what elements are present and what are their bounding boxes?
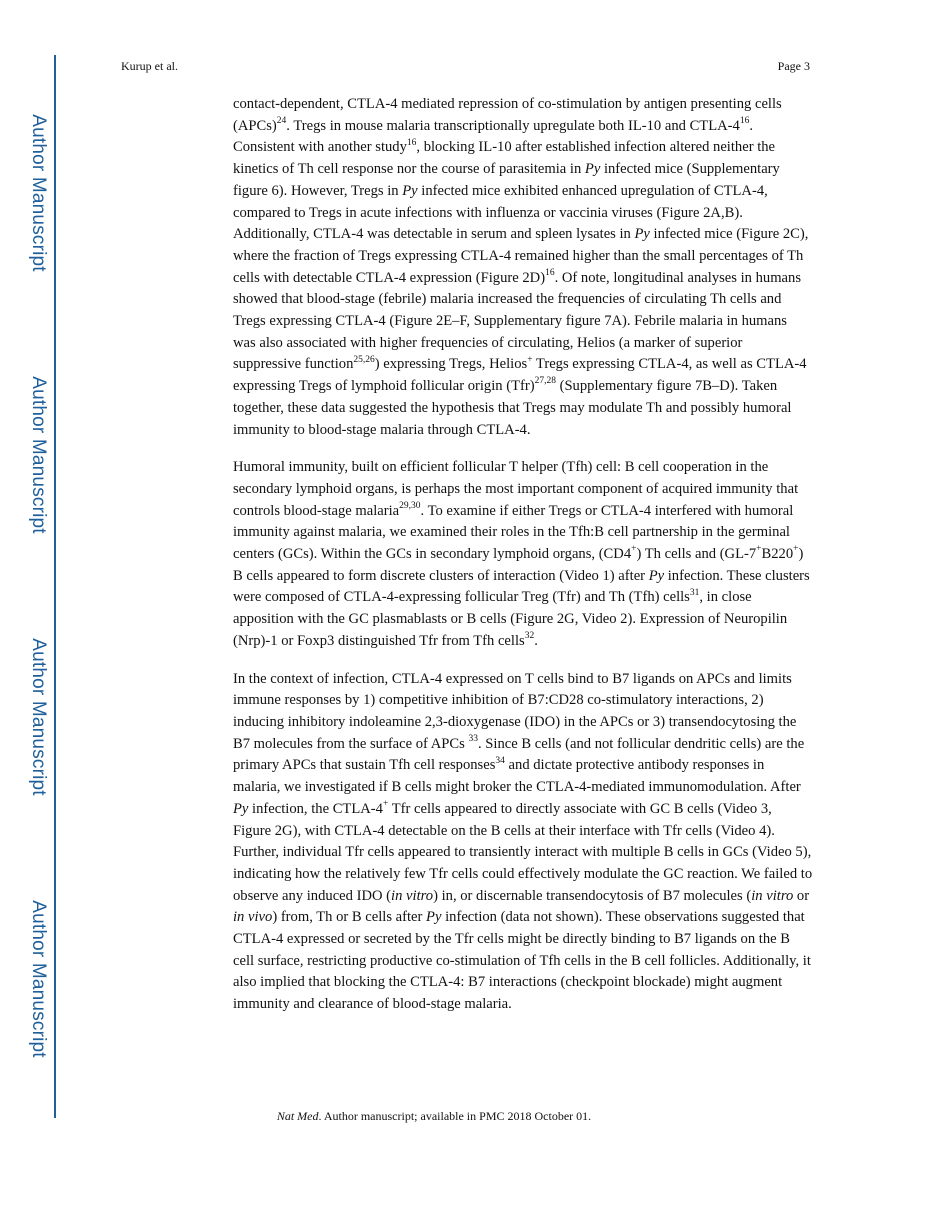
page-number: Page 3 [777,59,810,73]
citation-superscript: 29,30 [399,500,421,511]
citation-superscript: + [382,798,389,809]
text-run: ) in, or discernable transendocytosis of B7 molecules ( [433,887,752,904]
text-run: . Of note, longitudinal analyses in humans showed that blood-stage (febrile) malaria increased the frequencies of circulating Th cells and Tregs expressing CTLA-4 (Figure 2E–F, Supplementary figure 7A). Febrile malaria in humans was also associated with higher frequencies of circulating, Helios (a marker of superior suppressive function [233,269,801,373]
text-run: B220 [761,546,794,563]
body-text [233,94,813,1032]
italic-term: in vitro [751,887,794,904]
citation-superscript: 16 [406,137,417,148]
text-run: . To examine if either Tregs or CTLA-4 interfered with humoral immunity against malaria, we examined their roles in the Tfh:B cell partnership in the germinal centers (GCs). Within the GCs in secondary lymphoid organs, (CD4 [233,502,794,563]
text-run: ) Th cells and (GL-7 [636,546,757,563]
footer-text: . Author manuscript; available in PMC 2018 October 01. [318,1109,592,1123]
text-run: (Supplementary figure 7B–D). Taken together, these data suggested the hypothesis that Tregs may modulate Th and possibly humoral immunity to blood-stage malaria through CTLA-4. [233,378,792,438]
italic-term: Py [584,161,601,178]
text-run: ) B cells appeared to form discrete clusters of interaction (Video 1) after [233,546,804,584]
citation-superscript: + [756,544,762,555]
citation-superscript: + [527,354,533,365]
citation-superscript: 25,26 [353,354,375,365]
citation-superscript: 16 [739,115,750,126]
text-run: infected mice (Figure 2C), where the fraction of Tregs expressing CTLA-4 remained higher than the small percentages of Th cells with detectable CTLA-4 expression (Figure 2D) [233,226,809,286]
citation-superscript: + [793,544,799,555]
text-run: infection, the CTLA-4 [248,800,383,817]
text-run: In the context of infection, CTLA-4 expressed on T cells bind to B7 ligands on APCs and limits immune responses by 1) competitive inhibition of B7:CD28 co-stimulatory interactions, 2) inducing inhibitory indoleamine 2,3-dioxygenase (IDO) in the APCs or 3) transendocytosing the B7 molecules from the surface of APCs [233,670,797,752]
italic-term: in vitro [391,887,434,904]
text-run: ) from, Th or B cells after [272,909,427,926]
text-run: or [793,887,810,904]
text-run: , blocking IL-10 after established infection altered neither the kinetics of Th cell response nor the course of parasitemia in [233,139,776,178]
text-run: Tfr cells appeared to directly associate with GC B cells (Video 3, Figure 2G), with CTLA-4 detectable on the B cells at their interface with Tfr cells (Video 4). Further, individual Tfr cells appeared to transiently interact with multiple B cells in GCs (Video 5), indicating how the relatively few Tfr cells could effectively modulate the GC reaction. We failed to observe any induced IDO ( [233,800,813,904]
citation-superscript: 31 [689,587,700,598]
citation-superscript: + [631,544,637,555]
text-run: . Consistent with another study [233,117,753,156]
citation-superscript: 32 [524,631,535,642]
italic-term: Py [426,909,442,926]
text-run: contact-dependent, CTLA-4 mediated repression of co-stimulation by antigen presenting cells (APCs) [233,96,782,134]
sidebar-rule [54,55,56,1118]
text-run: and dictate protective antibody responses in malaria, we investigated if B cells might broker the CTLA-4-mediated immunomodulation. After [233,757,801,796]
running-header-authors: Kurup et al. [121,59,178,73]
italic-term: Py [233,800,249,817]
italic-term: Py [648,567,665,584]
text-run: ) expressing Tregs, Helios [374,356,528,373]
citation-superscript: 27,28 [534,376,556,387]
text-run: infection. These clusters were composed of CTLA-4-expressing follicular Treg (Tfr) and Th (Tfh) cells [233,567,810,606]
citation-superscript: 24 [276,115,287,126]
text-run: Humoral immunity, built on efficient follicular T helper (Tfh) cell: B cell cooperation in the secondary lymphoid organs, is perhaps the most important component of acquired immunity that controls blood-stage malaria [233,459,799,519]
text-run: , in close apposition with the GC plasmablasts or B cells (Figure 2G, Video 2). Expression of Neuropilin (Nrp)-1 or Foxp3 distinguished Tfr from Tfh cells [233,589,788,649]
paragraph [233,669,813,1016]
journal-name: Nat Med [276,1109,319,1123]
text-run: infected mice (Supplementary figure 6). However, Tregs in [233,161,780,199]
citation-superscript: 34 [495,755,505,766]
italic-term: Py [402,182,418,199]
text-run: . Since B cells (and not follicular dendritic cells) are the primary APCs that sustain Tfh cell responses [233,735,805,774]
text-run: Tregs expressing CTLA-4, as well as CTLA-4 expressing Tregs of lymphoid follicular origin (Tfr) [233,356,807,395]
italic-term: Py [634,226,650,243]
text-run: infected mice exhibited enhanced upregulation of CTLA-4, compared to Tregs in acute infections with influenza or vaccinia viruses (Figure 2A,B). Additionally, CTLA-4 was detectable in serum and spleen lysates in [233,182,768,243]
text-run: infection (data not shown). These observations suggested that CTLA-4 expressed or secreted by the Tfr cells might be directly binding to B7 ligands on the B cell surface, restricting productive co-stimulation of Tfh cells in the B cell follicles. Additionally, it also implied that blocking the CTLA-4: B7 interactions (checkpoint blockade) might augment immunity and clearance of blood-stage malaria. [233,909,811,1013]
text-run: . [534,632,538,649]
paragraph [233,457,813,652]
citation-superscript: 33 [468,733,478,744]
italic-term: in vivo [233,909,273,926]
text-run: . Tregs in mouse malaria transcriptionally upregulate both IL-10 and CTLA-4 [286,117,740,134]
page-footer [0,1109,868,1124]
paragraph [233,94,813,441]
citation-superscript: 16 [545,267,555,278]
